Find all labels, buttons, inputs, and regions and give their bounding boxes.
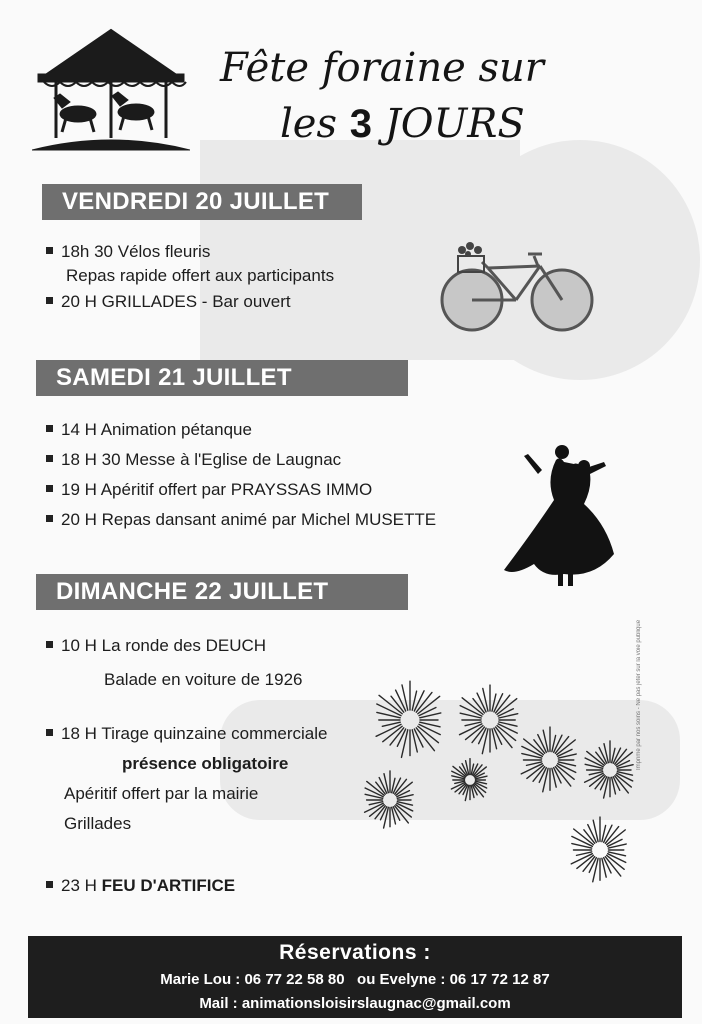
title-line-2 (220, 96, 640, 152)
bullet-icon (46, 641, 53, 648)
event-sub: Balade en voiture de 1926 (104, 670, 303, 689)
event-item (46, 634, 303, 692)
event-sub-bold: présence obligatoire (122, 754, 289, 773)
title-number: 3 (349, 102, 372, 146)
reservations-phones: Marie Lou : 06 77 22 58 80 ou Evelyne : 06 17 72 12 87 (160, 971, 550, 988)
event-text: Messe à l'Eglise de Laugnac (125, 450, 342, 469)
event-text: Animation pétanque (100, 420, 252, 439)
event-text: GRILLADES - Bar ouvert (101, 292, 291, 311)
event-item (46, 722, 327, 836)
title-line-1: Fête foraine sur (220, 45, 544, 91)
bullet-icon (46, 425, 53, 432)
event-time: 23 H (61, 876, 97, 895)
title-line-2-suffix: JOURS (371, 101, 525, 147)
event-time: 18 H (61, 724, 97, 743)
fireworks-icon (350, 680, 650, 890)
print-note: Imprimé par nos soins - Ne pas jeter sur la voie publique (636, 619, 642, 770)
bullet-icon (46, 455, 53, 462)
reservations-title: Réservations : (279, 941, 431, 964)
bullet-icon (46, 881, 53, 888)
reservations-footer (28, 936, 682, 1018)
event-item (46, 874, 235, 898)
event-sub: Grillades (64, 814, 132, 833)
dancers-icon (498, 440, 628, 590)
event-item (46, 290, 291, 314)
day-header-friday: VENDREDI 20 JUILLET (42, 184, 362, 220)
event-text: Apéritif offert par PRAYSSAS IMMO (100, 480, 373, 499)
page-title (220, 40, 640, 152)
event-time: 14 H (61, 420, 97, 439)
carousel-icon (32, 28, 190, 154)
event-text: Tirage quinzaine commerciale (101, 724, 328, 743)
event-time: 19 H (61, 480, 97, 499)
event-text: FEU D'ARTIFICE (101, 876, 236, 895)
event-time: 18 H 30 (61, 450, 121, 469)
bullet-icon (46, 297, 53, 304)
event-item (46, 478, 372, 502)
reservations-mail: Mail : animationsloisirslaugnac@gmail.com (199, 995, 511, 1012)
event-item (46, 508, 436, 532)
day-header-sunday: DIMANCHE 22 JUILLET (36, 574, 408, 610)
event-time: 18h 30 (61, 242, 113, 261)
event-sub: Repas rapide offert aux participants (66, 266, 335, 285)
event-text: Repas dansant animé par Michel MUSETTE (101, 510, 437, 529)
bicycle-icon (438, 236, 598, 336)
event-item (46, 448, 341, 472)
day-header-saturday: SAMEDI 21 JUILLET (36, 360, 408, 396)
bullet-icon (46, 485, 53, 492)
title-line-2-prefix: les (280, 101, 350, 147)
event-time: 20 H (61, 292, 97, 311)
event-time: 20 H (61, 510, 97, 529)
event-sub: Apéritif offert par la mairie (64, 784, 259, 803)
bullet-icon (46, 729, 53, 736)
event-time: 10 H (61, 636, 97, 655)
bullet-icon (46, 247, 53, 254)
event-text: La ronde des DEUCH (101, 636, 267, 655)
event-text: Vélos fleuris (117, 242, 211, 261)
bullet-icon (46, 515, 53, 522)
event-item (46, 240, 334, 288)
event-item (46, 418, 252, 442)
